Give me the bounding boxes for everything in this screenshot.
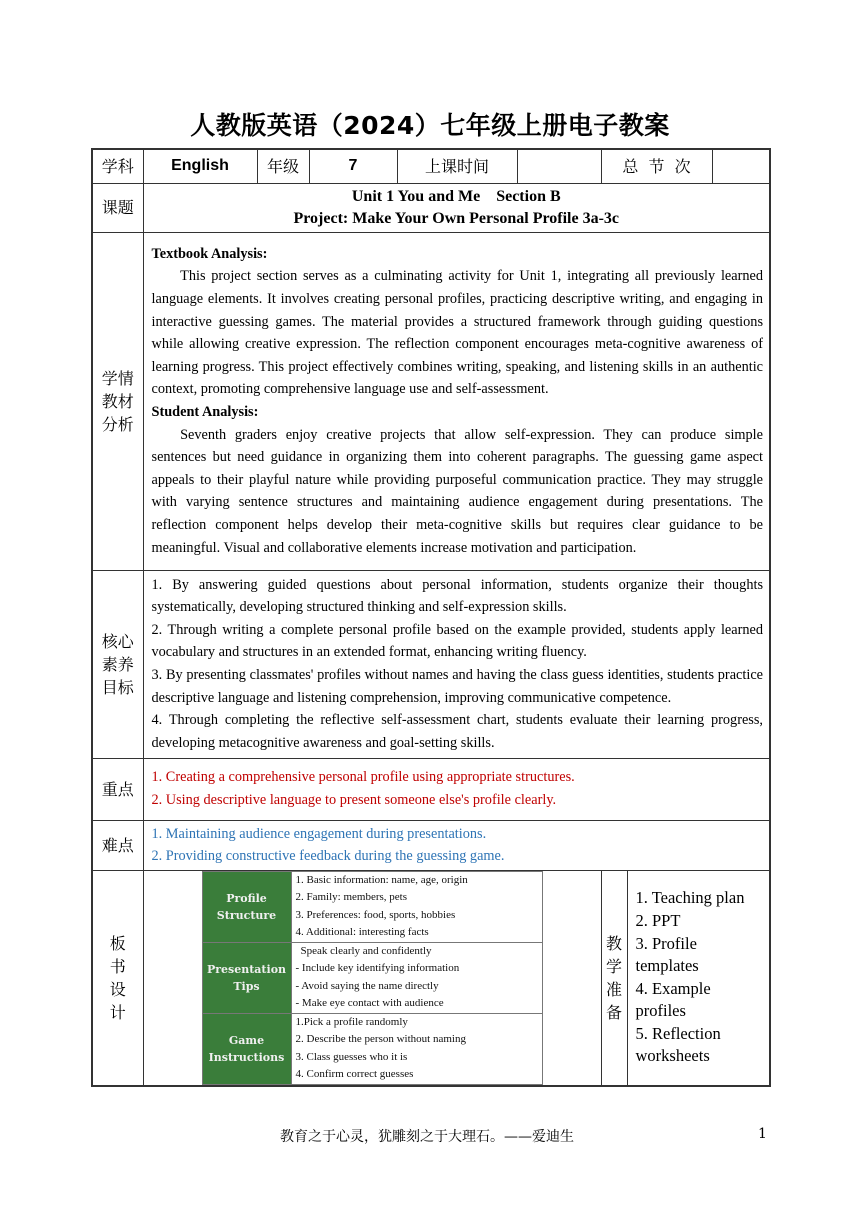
key-points-label: 重点 xyxy=(92,758,143,820)
preparation-item: 3. Profile templates xyxy=(635,933,699,976)
board-section-title xyxy=(202,942,291,1013)
difficult-points-row xyxy=(92,820,770,870)
preparation-label-char: 备 xyxy=(605,1002,622,1022)
objectives-label-line: 核心 xyxy=(101,631,134,651)
preparation-content xyxy=(627,870,770,1086)
board-line: - Avoid saying the name directly xyxy=(295,979,439,992)
analysis-label-line: 教材 xyxy=(101,391,134,411)
textbook-analysis-text: This project section serves as a culminating activity for Unit 1, integrating all previously learned language elements. It involves creating personal profiles, practicing descriptive writing, and engaging in interactive guessing games. The material provides a structured framework through guiding questions while allowing creative expression. The reflection component encourages meta-cognitive awareness of learning progress. This project effectively combines writing, speaking, and listening skills in an authentic context, promoting comprehensive language use and self-assessment. xyxy=(151,268,764,398)
board-line: - Make eye contact with audience xyxy=(295,997,444,1010)
analysis-row xyxy=(92,232,770,570)
board-section xyxy=(202,1013,542,1084)
key-points-row xyxy=(92,758,770,820)
objective-item: 1. By answering guided questions about personal information, students organize their thoughts systematically, developing structured thinking and self-expression skills. xyxy=(151,576,764,616)
board-line: 2. Describe the person without naming xyxy=(295,1033,466,1046)
student-analysis-heading: Student Analysis: xyxy=(151,404,259,420)
analysis-label-line: 学情 xyxy=(101,368,134,388)
page-title: 人教版英语（2024）七年级上册电子教案 xyxy=(190,111,670,140)
preparation-label-char: 准 xyxy=(605,979,622,999)
objectives-row xyxy=(92,570,770,758)
board-section-lines xyxy=(291,871,542,942)
board-section-title-line: Instructions xyxy=(208,1050,285,1064)
objective-item: 3. By presenting classmates' profiles without names and having the class guess identities, students practice descriptive language and listening comprehension, improving communicative competence. xyxy=(151,667,764,706)
board-section-title xyxy=(202,871,291,942)
board-line: - Include key identifying information xyxy=(295,962,460,975)
student-analysis-text: Seventh graders enjoy creative projects that allow self-expression. They can produce simple sentences but need guidance in organizing them into coherent paragraphs. The guessing game aspect appeals to their playful nature while providing purposeful communication practice. They may struggle with varying sentence structures and maintaining audience engagement during presentations. The reflection component helps develop their meta-cognitive skills but requires clear guidance to be meaningful. Visual and collaborative elements increase motivation and participation. xyxy=(151,426,764,556)
preparation-label-char: 学 xyxy=(605,956,622,976)
board-line: 1. Basic information: name, age, origin xyxy=(295,873,468,886)
board-label-char: 书 xyxy=(109,956,126,976)
board-design-cell xyxy=(143,870,601,1086)
topic-line-2: Project: Make Your Own Personal Profile 3a-3c xyxy=(293,209,620,227)
board-section-title-line: Tips xyxy=(233,979,260,993)
board-section-lines xyxy=(291,942,542,1013)
board-line: Speak clearly and confidently xyxy=(300,944,432,957)
board-section-title-line: Game xyxy=(228,1033,265,1047)
board-label-char: 板 xyxy=(109,933,126,953)
textbook-analysis-heading: Textbook Analysis: xyxy=(151,245,268,262)
objective-item: 4. Through completing the reflective self-assessment chart, students evaluate their learning progress, developing metacognitive awareness and goal-setting skills. xyxy=(151,712,764,751)
key-point-item: 1. Creating a comprehensive personal profile using appropriate structures. xyxy=(151,769,575,786)
analysis-label-line: 分析 xyxy=(101,414,134,434)
preparation-label xyxy=(601,870,627,1086)
board-label-char: 设 xyxy=(109,979,126,999)
board-section xyxy=(202,942,542,1013)
board-section-title-line: Profile xyxy=(226,891,267,905)
topic-row xyxy=(92,183,770,232)
difficult-point-item: 2. Providing constructive feedback during the guessing game. xyxy=(151,848,505,865)
subject-label: 学科 xyxy=(92,149,143,183)
class-time-label: 上课时间 xyxy=(397,149,517,183)
preparation-item: 1. Teaching plan xyxy=(635,888,745,908)
total-periods-value xyxy=(712,149,770,183)
topic-line-1: Unit 1 You and Me Section B xyxy=(351,187,561,205)
page-number: 1 xyxy=(758,1126,767,1142)
lesson-plan-table xyxy=(91,148,771,1087)
board-row xyxy=(92,870,770,1086)
board-section-title-line: Presentation xyxy=(206,962,287,976)
difficult-points-label: 难点 xyxy=(92,820,143,870)
preparation-item: 4. Example profiles xyxy=(635,978,711,1021)
board-line: 3. Class guesses who it is xyxy=(295,1050,408,1063)
board-line: 4. Additional: interesting facts xyxy=(295,926,429,939)
objectives-label-line: 素养 xyxy=(101,654,134,674)
board-line: 1.Pick a profile randomly xyxy=(295,1015,408,1028)
preparation-label-char: 教 xyxy=(605,933,622,953)
board-section xyxy=(202,871,542,942)
objectives-content xyxy=(143,570,770,758)
total-periods-label: 总 节 次 xyxy=(601,149,712,183)
header-row xyxy=(92,149,770,183)
class-time-value xyxy=(517,149,601,183)
board-line: 4. Confirm correct guesses xyxy=(295,1068,414,1081)
grade-label: 年级 xyxy=(257,149,309,183)
board-line: 3. Preferences: food, sports, hobbies xyxy=(295,908,456,921)
board-design-diagram xyxy=(202,871,543,1085)
analysis-label xyxy=(92,232,143,570)
board-label-char: 计 xyxy=(109,1002,126,1022)
board-design-label xyxy=(92,870,143,1086)
objectives-label-line: 目标 xyxy=(101,677,134,697)
difficult-point-item: 1. Maintaining audience engagement during presentations. xyxy=(151,825,487,842)
board-section-lines xyxy=(291,1013,542,1084)
difficult-points-content xyxy=(143,820,770,870)
board-section-title xyxy=(202,1013,291,1084)
board-section-title-line: Structure xyxy=(216,908,277,922)
key-point-item: 2. Using descriptive language to present someone else's profile clearly. xyxy=(151,792,557,808)
board-line: 2. Family: members, pets xyxy=(295,891,408,904)
subject-value: English xyxy=(143,149,257,183)
footer-quote: 教育之于心灵，犹雕刻之于大理石。——爱迪生 xyxy=(280,1129,574,1145)
preparation-item: 5. Reflection worksheets xyxy=(635,1023,721,1066)
key-points-content xyxy=(143,758,770,820)
topic-label: 课题 xyxy=(92,183,143,232)
analysis-content xyxy=(143,232,770,570)
preparation-item: 2. PPT xyxy=(635,910,681,930)
objectives-label xyxy=(92,570,143,758)
objective-item: 2. Through writing a complete personal profile based on the example provided, students apply learned vocabulary and structures in an extended format, enhancing writing fluency. xyxy=(151,621,764,661)
topic-value xyxy=(143,183,770,232)
grade-value: 7 xyxy=(309,149,397,183)
